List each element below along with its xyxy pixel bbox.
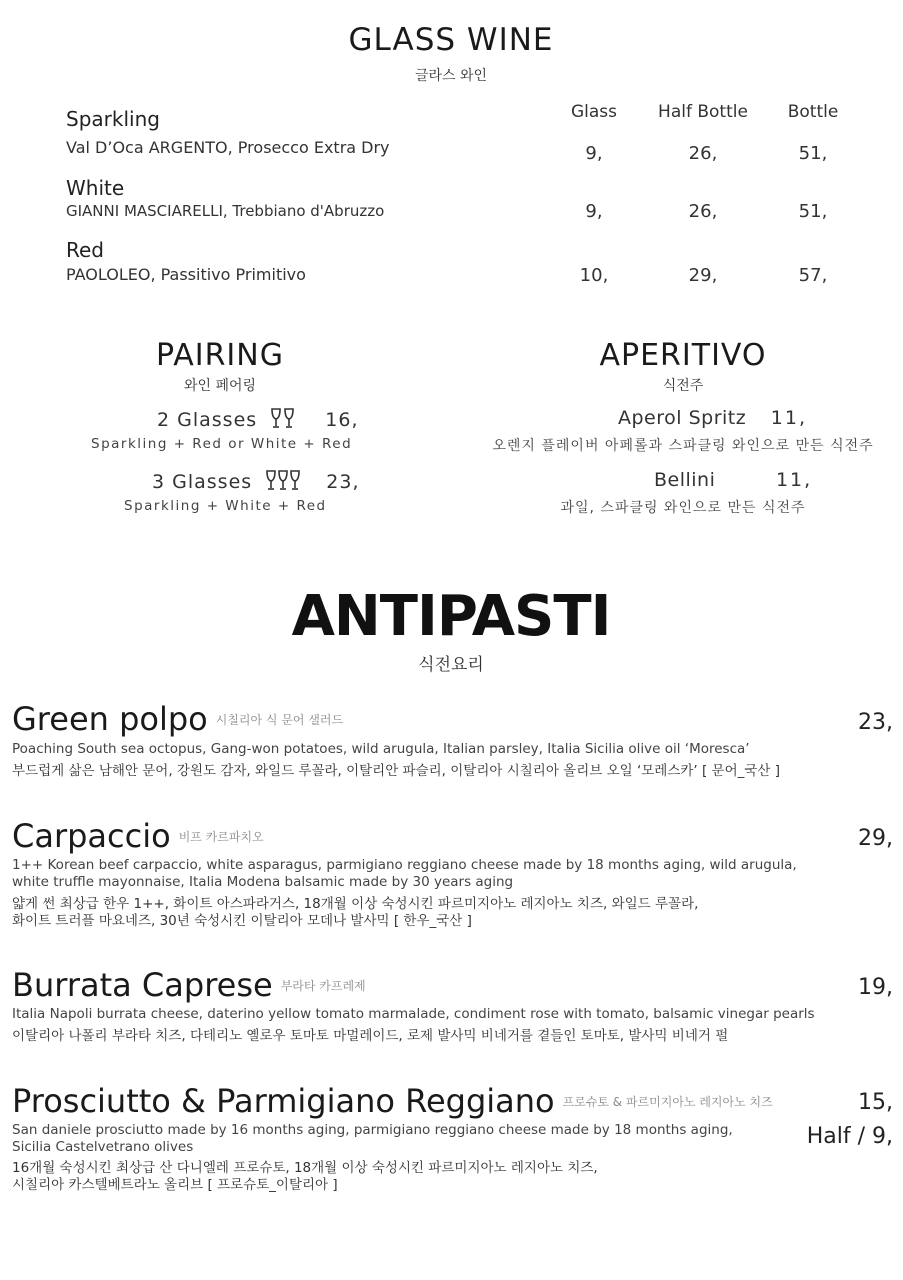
dish-name: Green polpo [12,700,208,738]
dish-name: Carpaccio [12,817,171,855]
dish-price: 15, [858,1090,893,1115]
price-glass-white: 9, [585,201,603,222]
dish-name-korean: 시칠리아 식 문어 샐러드 [215,713,344,727]
pairing-option-price: 16, [325,409,359,431]
antipasti-title: ANTIPASTI [291,584,611,649]
pairing-option-desc: Sparkling + Red or White + Red [91,436,353,452]
dish-description-kr: 16개월 숙성시킨 최상급 산 다니엘레 프로슈토, 18개월 이상 숙성시킨 파르미지아노 레지아노 치즈, [12,1160,598,1176]
column-header-glass: Glass [570,102,618,122]
two-wine-glasses-icon [270,407,296,434]
dish-description-kr: 이탈리아 나폴리 부라타 치즈, 다테리노 옐로우 토마토 마멀레이드, 로제 발사믹 비네거를 곁들인 토마토, 발사믹 비네거 펄 [12,1028,729,1044]
pairing-option-price: 23, [326,471,360,493]
price-half-bottle-red: 29, [688,265,718,286]
aperitivo-item-bellini [654,469,812,491]
dish-price: 23, [858,710,893,735]
column-header-bottle: Bottle [787,102,839,122]
column-header-half-bottle: Half Bottle [658,102,748,122]
antipasti-subtitle: 식전요리 [418,655,484,675]
dish-price: 29, [858,826,893,851]
aperitivo-item-aperol-spritz [618,407,807,429]
dish-description-kr: 부드럽게 삶은 남해안 문어, 강원도 감자, 와일드 루꼴라, 이탈리안 파슬리, 이탈리아 시칠리아 올리브 오일 ‘모레스카’ [ 문어_국산 ] [12,763,781,779]
aperitivo-item-name: Bellini [654,469,716,491]
dish-description-en: San daniele prosciutto made by 16 months aging, parmigiano reggiano cheese made by 18 months aging, [12,1122,733,1138]
dish-description-en: 1++ Korean beef carpaccio, white asparagus, parmigiano reggiano cheese made by 18 months aging, wild arugula, [12,857,797,873]
price-bottle-red: 57, [798,265,828,286]
dish-description-en: Sicilia Castelvetrano olives [12,1139,194,1155]
price-glass-sparkling: 9, [585,143,603,164]
wine-name-white: GIANNI MASCIARELLI, Trebbiano d'Abruzzo [66,202,385,220]
price-half-bottle-sparkling: 26, [688,143,718,164]
three-wine-glasses-icon [265,469,303,496]
pairing-option-label: 2 Glasses [157,409,258,431]
dish-description-en: Poaching South sea octopus, Gang-won potatoes, wild arugula, Italian parsley, Italia Sicilia olive oil ‘Moresca’ [12,741,750,757]
dish-name-korean: 비프 카르파치오 [178,830,264,844]
dish-description-kr: 얇게 썬 최상급 한우 1++, 화이트 아스파라거스, 18개월 이상 숙성시킨 파르미지아노 레지아노 치즈, 와일드 루꼴라, [12,896,699,912]
aperitivo-item-desc: 과일, 스파클링 와인으로 만든 식전주 [560,500,806,516]
price-bottle-white: 51, [798,201,828,222]
dish-name-korean: 부라타 카프레제 [280,979,366,993]
aperitivo-item-name: Aperol Spritz [618,407,747,429]
dish-name-burrata-caprese [12,966,366,1004]
aperitivo-item-price: 11, [770,407,807,429]
wine-name-red: PAOLOLEO, Passitivo Primitivo [66,265,306,284]
aperitivo-item-desc: 오렌지 플레이버 아페롤과 스파클링 와인으로 만든 식전주 [492,438,874,454]
wine-name-sparkling: Val D’Oca ARGENTO, Prosecco Extra Dry [66,138,390,157]
wine-category-sparkling: Sparkling [66,107,160,131]
glass-wine-subtitle: 글라스 와인 [414,68,488,84]
price-glass-red: 10, [579,265,609,286]
pairing-option-2-glasses [157,407,358,434]
dish-name-carpaccio [12,817,264,855]
pairing-option-desc: Sparkling + White + Red [124,498,327,514]
dish-name: Burrata Caprese [12,966,273,1004]
dish-description-kr: 화이트 트러플 마요네즈, 30년 숙성시킨 이탈리아 모데나 발사믹 [ 한우_국산 ] [12,913,472,929]
aperitivo-item-price: 11, [775,469,813,491]
aperitivo-subtitle: 식전주 [662,378,704,394]
price-half-bottle-white: 26, [688,201,718,222]
pairing-title: PAIRING [156,338,284,373]
dish-price: 19, [858,975,893,1000]
wine-category-white: White [66,176,125,200]
price-bottle-sparkling: 51, [798,143,828,164]
aperitivo-title: APERITIVO [599,338,767,373]
wine-category-red: Red [66,238,104,262]
glass-wine-title: GLASS WINE [348,22,554,58]
dish-name-korean: 프로슈토 & 파르미지아노 레지아노 치즈 [562,1095,773,1109]
dish-name: Prosciutto & Parmigiano Reggiano [12,1082,555,1120]
dish-price-half: Half / 9, [806,1124,893,1149]
dish-description-en: white truffle mayonnaise, Italia Modena balsamic made by 30 years aging [12,874,514,890]
pairing-option-3-glasses [152,469,359,496]
pairing-option-label: 3 Glasses [152,471,253,493]
dish-name-prosciutto-parmigiano [12,1082,773,1120]
dish-description-kr: 시칠리아 카스텔베트라노 올리브 [ 프로슈토_이탈리아 ] [12,1177,338,1193]
dish-name-green-polpo [12,700,343,738]
dish-description-en: Italia Napoli burrata cheese, daterino yellow tomato marmalade, condiment rose with tomato, balsamic vinegar pearls [12,1006,815,1022]
pairing-subtitle: 와인 페어링 [183,378,257,394]
